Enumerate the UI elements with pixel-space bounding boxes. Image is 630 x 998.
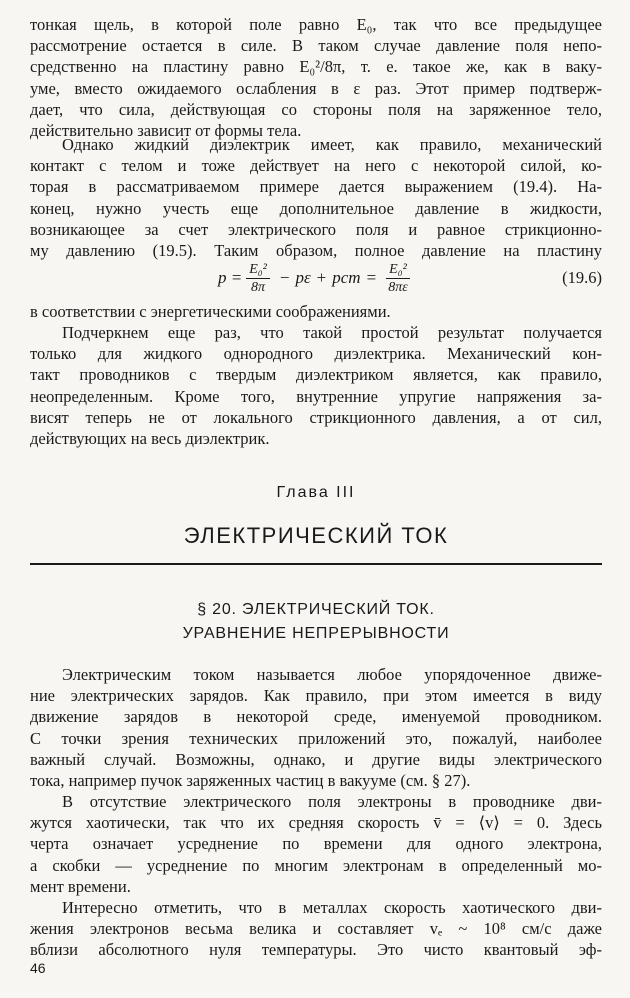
paragraph-after-equation bbox=[30, 301, 602, 322]
text-line: движение зарядов в некоторой среде, именуемой проводником. bbox=[30, 707, 602, 727]
text-line: уме, вместо ожидаемого ослабления в ε раз. Этот пример подтверж- bbox=[30, 78, 602, 98]
text-line: только для жидкого однородного диэлектрика. Механический кон- bbox=[30, 344, 602, 364]
text-line: торая в рассматриваемом примере дается выражением (19.4). На- bbox=[30, 177, 602, 197]
paragraph-chaotic-motion bbox=[30, 791, 602, 897]
text-line: тонкая щель, в которой поле равно E₀, так что все предыдущее bbox=[30, 15, 602, 34]
page-number: 46 bbox=[30, 960, 46, 976]
equation-19-6 bbox=[30, 254, 602, 302]
minus-sign: − bbox=[279, 268, 290, 287]
text-line: Подчеркнем еще раз, что такой простой результат получается bbox=[62, 323, 602, 342]
paragraph-definition bbox=[30, 664, 602, 791]
paragraph-dielectric-contact bbox=[30, 134, 602, 261]
text-line: жения электронов весьма велика и составляет vₑ ~ 10⁸ см/с даже bbox=[30, 919, 602, 939]
text-line: а скобки — усреднение по многим электронам в определенный мо- bbox=[30, 855, 602, 875]
text-line: конец, нужно учесть еще дополнительное давление в жидкости, bbox=[30, 198, 602, 218]
text-line: действительно зависит от формы тела. bbox=[30, 121, 302, 141]
text-line: С точки зрения технических приложений это, пожалуй, наиболее bbox=[30, 728, 602, 748]
paragraph-metal-velocity bbox=[30, 897, 602, 961]
text-line: мент времени. bbox=[30, 876, 131, 896]
fraction-denominator: 8πε bbox=[388, 279, 408, 295]
equation-body bbox=[218, 254, 414, 302]
text-line: действующих на весь диэлектрик. bbox=[30, 429, 270, 449]
text-line: тока, например пучок заряженных частиц в вакууме (см. § 27). bbox=[30, 771, 471, 791]
term-p-epsilon: pε bbox=[295, 268, 311, 287]
text-line: дает, что сила, действующая со стороны поля на заряженное тело, bbox=[30, 99, 602, 119]
text-line: контакт с телом и тоже действует на него с некоторой силой, ко- bbox=[30, 156, 602, 176]
section-heading-line: § 20. ЭЛЕКТРИЧЕСКИЙ ТОК. bbox=[197, 601, 435, 618]
fraction bbox=[246, 261, 270, 296]
fraction bbox=[386, 261, 410, 296]
text-line: средственно на пластину равно E₀²/8π, т. е. такое же, как в ваку- bbox=[30, 57, 602, 77]
text-line: Однако жидкий диэлектрик имеет, как правило, механический bbox=[62, 135, 602, 154]
equation-lhs: p = bbox=[218, 268, 243, 287]
chapter-divider bbox=[30, 563, 602, 565]
paragraph-emphasis bbox=[30, 322, 602, 449]
text-line: возникающее за счет электрического поля и равное стрикционно- bbox=[30, 219, 602, 239]
chapter-title: ЭЛЕКТРИЧЕСКИЙ ТОК bbox=[183, 523, 449, 548]
text-line: В отсутствие электрического поля электроны в проводнике дви- bbox=[62, 792, 602, 811]
fraction-numerator: E₀² bbox=[246, 261, 270, 279]
fraction-denominator: 8π bbox=[251, 279, 266, 295]
text-line: му давлению (19.5). Таким образом, полное давление на пластину bbox=[30, 241, 602, 261]
term-p-st: pст bbox=[332, 268, 361, 287]
paragraph-continued bbox=[30, 14, 602, 141]
text-line: черта означает усреднение по времени для одного электрона, bbox=[30, 834, 602, 854]
chapter-label: Глава III bbox=[276, 484, 356, 501]
text-line: жутся хаотически, так что их средняя скорость v̄ = ⟨v⟩ = 0. Здесь bbox=[30, 813, 602, 833]
text-line: такт проводников с твердым диэлектриком является, как правило, bbox=[30, 365, 602, 385]
text-line: рассмотрение остается в силе. В таком случае давление поля непо- bbox=[30, 36, 602, 56]
text-line: Электрическим током называется любое упорядоченное движе- bbox=[62, 665, 602, 684]
text-line: неопределенным. Кроме того, внутренние упругие напряжения за- bbox=[30, 386, 602, 406]
text-line: висят теперь не от локального стрикционного давления, а от сил, bbox=[30, 407, 602, 427]
fraction-numerator: E₀² bbox=[386, 261, 410, 279]
plus-sign: + bbox=[316, 268, 327, 287]
section-heading bbox=[30, 598, 602, 646]
text-line: вблизи абсолютного нуля температуры. Это чисто квантовый эф- bbox=[30, 940, 602, 960]
text-line: Интересно отметить, что в металлах скорость хаотического дви- bbox=[62, 898, 602, 917]
equals-sign: = bbox=[366, 268, 377, 287]
text-line: ние электрических зарядов. Как правило, при этом имеется в виду bbox=[30, 686, 602, 706]
text-line: важный случай. Возможны, однако, и другие виды электрического bbox=[30, 749, 602, 769]
equation-number: (19.6) bbox=[562, 268, 602, 287]
section-heading-line: УРАВНЕНИЕ НЕПРЕРЫВНОСТИ bbox=[182, 625, 450, 642]
text-line: в соответствии с энергетическими соображениями. bbox=[30, 302, 391, 321]
